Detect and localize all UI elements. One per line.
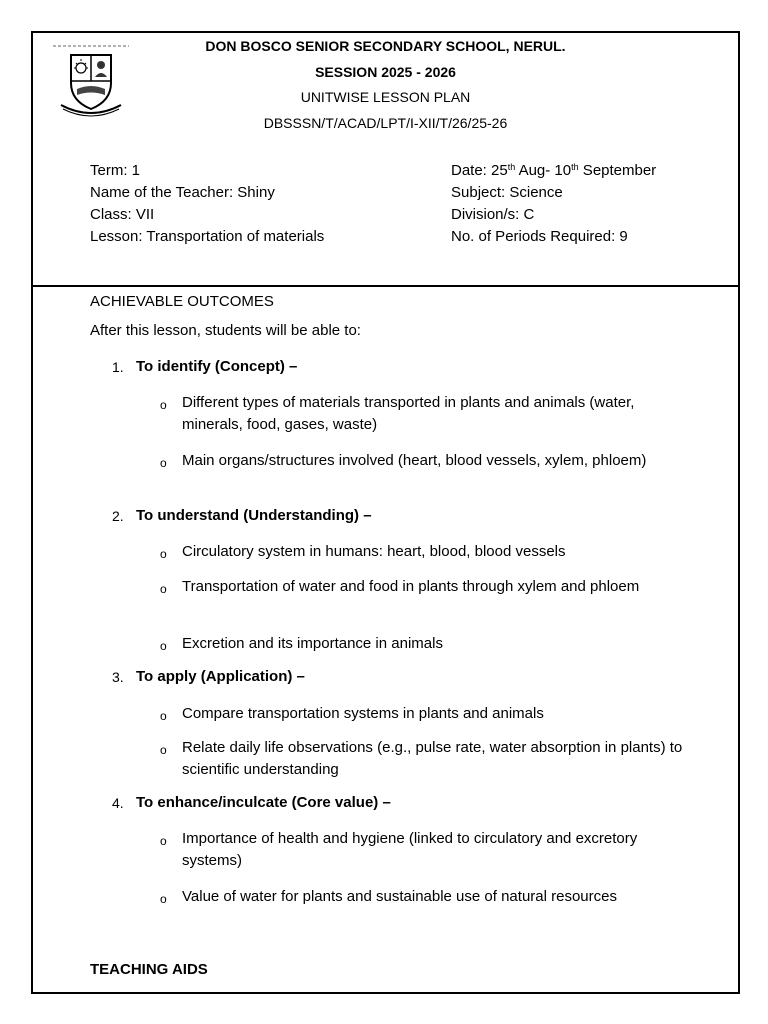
outcome-bullet: Importance of health and hygiene (linked to circulatory and excretory systems) [182, 830, 638, 869]
class-field: Class: VII [90, 206, 155, 223]
outcome-bullet: Different types of materials transported in plants and animals (water, minerals, food, gases, waste) [182, 394, 635, 433]
subject-field: Subject: Science [451, 184, 563, 201]
outcome-bullet: Excretion and its importance in animals [182, 635, 443, 652]
periods-field: No. of Periods Required: 9 [451, 228, 628, 245]
bullet-marker: o [160, 639, 167, 653]
outcome-number: 3. [112, 669, 124, 685]
info-right-column [451, 160, 656, 248]
outcome-title: To apply (Application) – [136, 668, 305, 685]
date-field: Date: 25th Aug- 10th September [451, 162, 657, 179]
outcome-bullet: Main organs/structures involved (heart, blood vessels, xylem, phloem) [182, 452, 647, 469]
header-section [33, 33, 738, 285]
bullet-marker: o [160, 892, 167, 906]
bullet-marker: o [160, 547, 167, 561]
outcome-number: 2. [112, 508, 124, 524]
outcome-number: 4. [112, 795, 124, 811]
teacher-field: Name of the Teacher: Shiny [90, 184, 275, 201]
outcome-bullet: Compare transportation systems in plants and animals [182, 705, 544, 722]
outcomes-heading: ACHIEVABLE OUTCOMES [90, 293, 274, 310]
document-code: DBSSSN/T/ACAD/LPT/I-XII/T/26/25-26 [263, 115, 508, 131]
term-field: Term: 1 [90, 162, 141, 179]
outcome-title: To enhance/inculcate (Core value) – [136, 794, 391, 811]
outcome-number: 1. [112, 359, 124, 375]
bullet-marker: o [160, 743, 167, 757]
division-field: Division/s: C [451, 206, 535, 223]
header-divider [33, 285, 738, 287]
outcome-bullet: Circulatory system in humans: heart, blood, blood vessels [182, 543, 566, 560]
bullet-marker: o [160, 709, 167, 723]
bullet-marker: o [160, 582, 167, 596]
session-title: SESSION 2025 - 2026 [315, 64, 456, 80]
bullet-marker: o [160, 398, 167, 412]
school-name: DON BOSCO SENIOR SECONDARY SCHOOL, NERUL. [205, 38, 566, 54]
page-frame [31, 31, 740, 994]
lesson-field: Lesson: Transportation of materials [90, 228, 325, 245]
outcome-title: To identify (Concept) – [136, 358, 298, 375]
outcome-bullet: Value of water for plants and sustainable use of natural resources [182, 888, 617, 905]
plan-title: UNITWISE LESSON PLAN [300, 89, 471, 105]
outcome-bullet: Transportation of water and food in plants through xylem and phloem [182, 578, 640, 595]
school-crest-logo [51, 43, 131, 123]
outcome-bullet: Relate daily life observations (e.g., pulse rate, water absorption in plants) to scientific understanding [182, 739, 683, 778]
teaching-aids-heading: TEACHING AIDS [90, 961, 208, 978]
outcome-title: To understand (Understanding) – [136, 507, 372, 524]
info-left-column [90, 160, 324, 248]
bullet-marker: o [160, 456, 167, 470]
bullet-marker: o [160, 834, 167, 848]
outcomes-intro: After this lesson, students will be able to: [90, 322, 361, 339]
